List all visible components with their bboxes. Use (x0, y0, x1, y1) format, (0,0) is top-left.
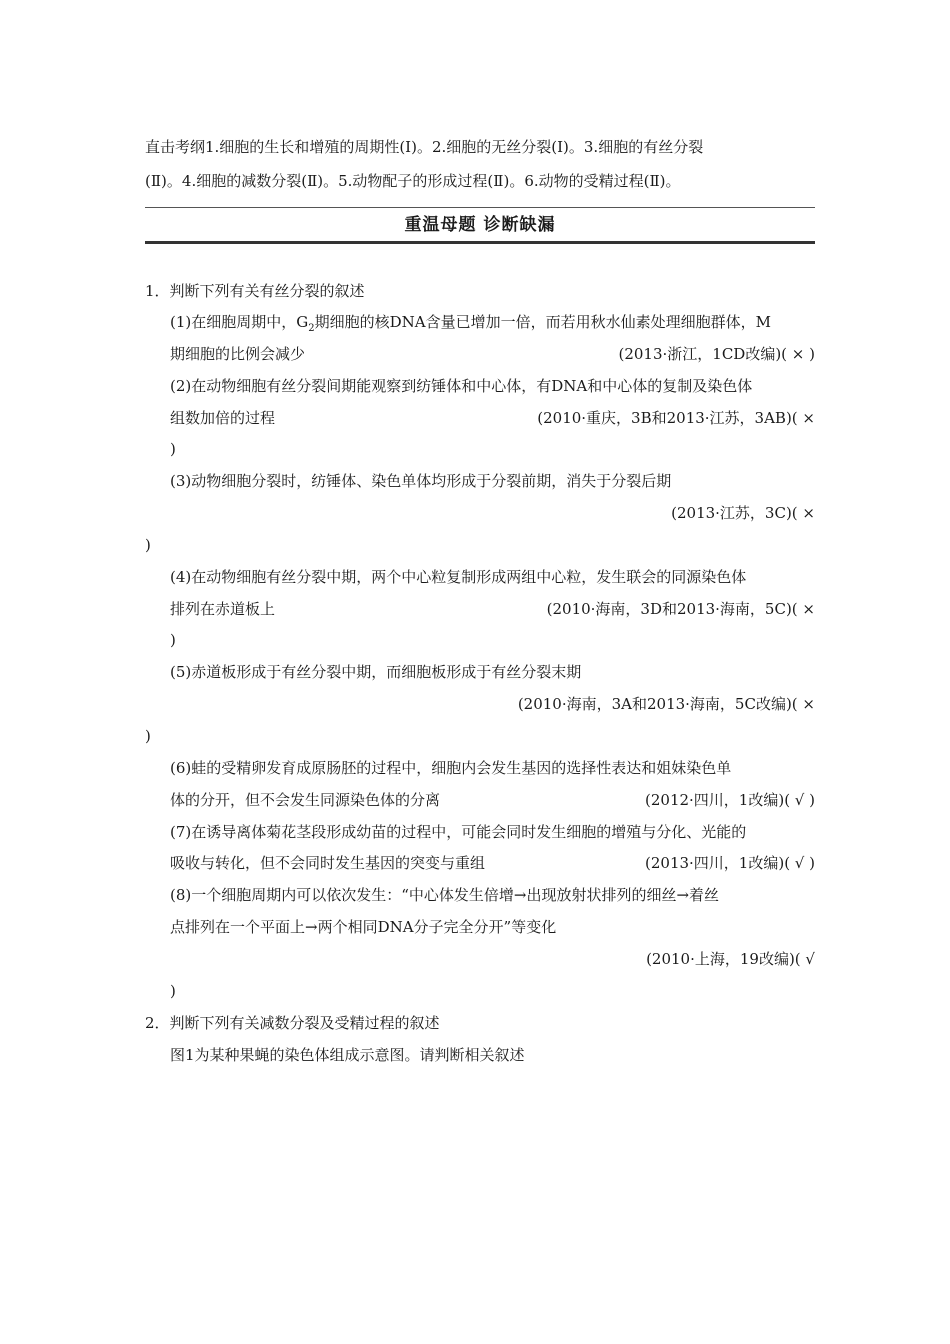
q1-item-1-text-a: (1)在细胞周期中，G (170, 313, 309, 331)
q1-item-6-line-2: 体的分开，但不会发生同源染色体的分离 (170, 791, 441, 809)
q1-item-7-line-2: 吸收与转化，但不会同时发生基因的突变与重组 (170, 854, 486, 872)
q1-item-5-close: ) (145, 727, 151, 745)
q1-item-8-line-1: (8)一个细胞周期内可以依次发生：“中心体发生倍增→出现放射状排列的细丝→着丝 (170, 886, 720, 904)
q1-item-1-subscript: 2 (308, 323, 315, 334)
q1-item-7-line-1: (7)在诱导离体菊花茎段形成幼苗的过程中，可能会同时发生细胞的增殖与分化、光能的 (170, 823, 747, 841)
q1-item-4-line-2: 排列在赤道板上 (170, 600, 276, 618)
q1-item-1-source: (2013·浙江，1CD改编)( × ) (618, 345, 815, 363)
section-bottom-rule (145, 241, 815, 244)
intro-line-2: (Ⅱ)。4.细胞的减数分裂(Ⅱ)。5.动物配子的形成过程(Ⅱ)。6.动物的受精过程(Ⅱ)。 (145, 172, 681, 190)
question-1-heading: 1．判断下列有关有丝分裂的叙述 (145, 282, 365, 300)
intro-line-1: 直击考纲1.细胞的生长和增殖的周期性(Ⅰ)。2.细胞的无丝分裂(Ⅰ)。3.细胞的有丝分裂 (145, 138, 704, 156)
q1-item-6-source: (2012·四川，1改编)( √ ) (645, 791, 815, 809)
q1-item-7-source: (2013·四川，1改编)( √ ) (645, 854, 815, 872)
q1-item-1-line-2: 期细胞的比例会减少 (170, 345, 306, 363)
q1-item-8-source: (2010·上海，19改编)( √ (646, 950, 815, 968)
q1-item-8-close: ) (170, 982, 176, 1000)
q1-item-5-source: (2010·海南，3A和2013·海南，5C改编)( × (517, 695, 815, 713)
q1-item-3-line-1: (3)动物细胞分裂时，纺锤体、染色单体均形成于分裂前期，消失于分裂后期 (170, 472, 672, 490)
q1-item-1-text-b: 期细胞的核DNA含量已增加一倍，而若用秋水仙素处理细胞群体，M (314, 313, 771, 331)
q1-item-3-source: (2013·江苏，3C)( × (671, 504, 815, 522)
q1-item-6-line-1: (6)蛙的受精卵发育成原肠胚的过程中，细胞内会发生基因的选择性表达和姐妹染色单 (170, 759, 732, 777)
q1-item-4-source: (2010·海南，3D和2013·海南，5C)( × (546, 600, 815, 618)
question-2-heading: 2．判断下列有关减数分裂及受精过程的叙述 (145, 1014, 440, 1032)
q1-item-2-source: (2010·重庆，3B和2013·江苏，3AB)( × (537, 409, 815, 427)
q1-item-5-line-1: (5)赤道板形成于有丝分裂中期，而细胞板形成于有丝分裂末期 (170, 663, 582, 681)
q1-item-2-line-2: 组数加倍的过程 (170, 409, 276, 427)
q1-item-4-line-1: (4)在动物细胞有丝分裂中期，两个中心粒复制形成两组中心粒，发生联会的同源染色体 (170, 568, 747, 586)
section-top-rule (145, 207, 815, 208)
q1-item-4-close: ) (170, 631, 176, 649)
question-2-intro: 图1为某种果蝇的染色体组成示意图。请判断相关叙述 (170, 1046, 525, 1064)
q1-item-8-line-2: 点排列在一个平面上→两个相同DNA分子完全分开”等变化 (170, 918, 557, 936)
section-title: 重温母题 诊断缺漏 (404, 215, 556, 235)
q1-item-2-close: ) (170, 440, 176, 458)
q1-item-1-line-1 (170, 312, 771, 339)
q1-item-3-close: ) (145, 536, 151, 554)
q1-item-2-line-1: (2)在动物细胞有丝分裂间期能观察到纺锤体和中心体，有DNA和中心体的复制及染色体 (170, 377, 753, 395)
